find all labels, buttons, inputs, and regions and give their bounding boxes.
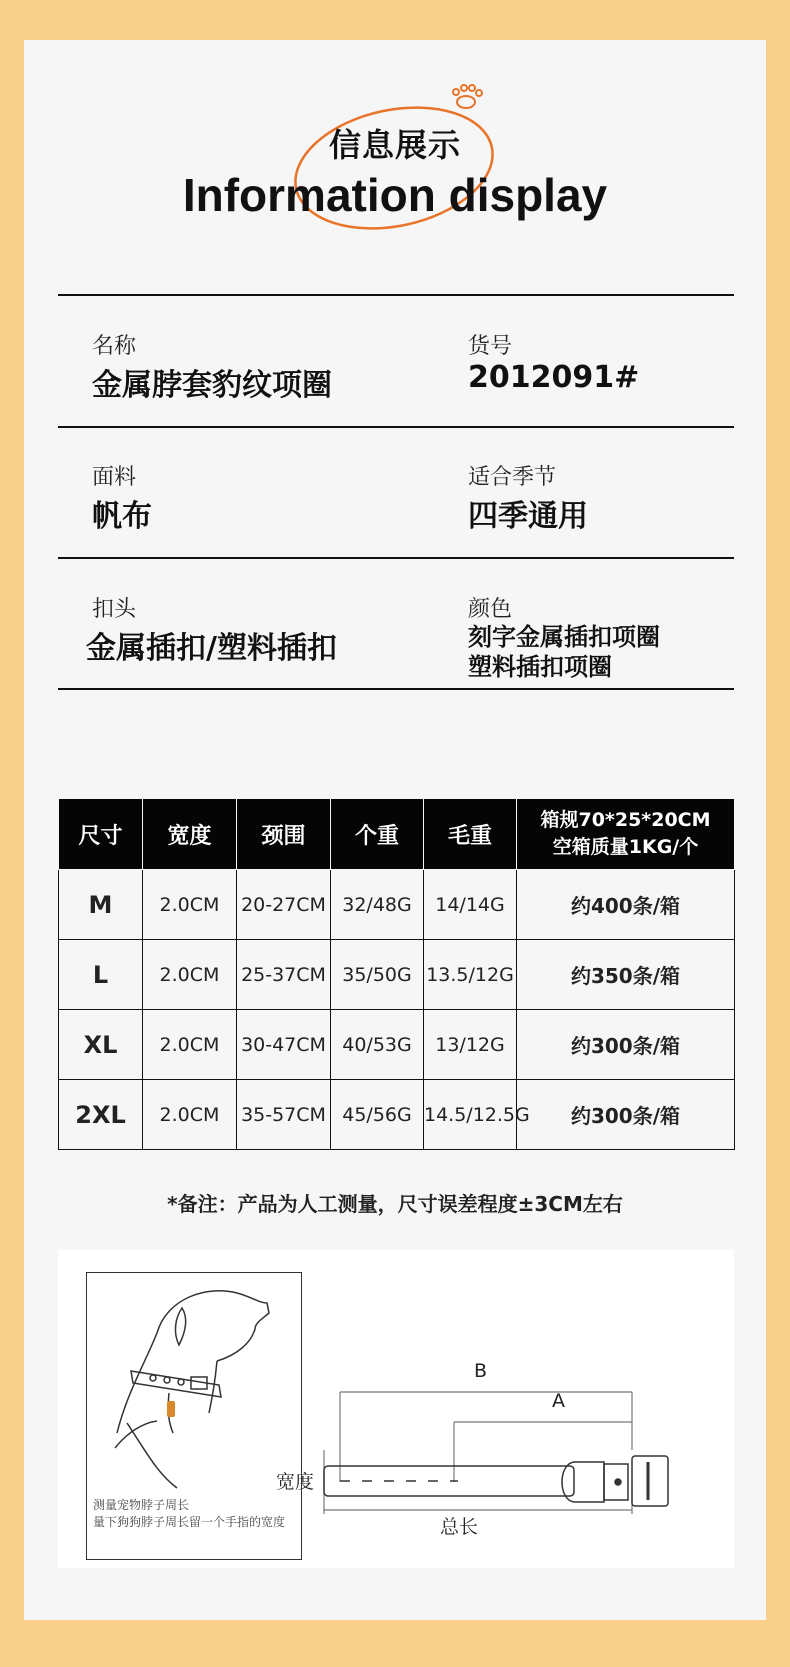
divider: [58, 688, 734, 690]
collar-dimension-diagram: [58, 1250, 734, 1568]
dog-caption-line: 量下狗狗脖子周长留一个手指的宽度: [93, 1515, 286, 1529]
header-size: 尺寸: [59, 799, 143, 870]
header: [24, 40, 766, 260]
cell-gross-weight: 14.5/12.5G: [424, 1080, 517, 1150]
label-b: B: [474, 1360, 488, 1382]
header-box-spec-line: 箱规70*25*20CM: [540, 809, 711, 831]
season-label: 适合季节: [468, 465, 557, 490]
color-value-line: 刻字金属插扣项圈: [468, 623, 660, 651]
color-value: [468, 622, 660, 682]
cell-unit-weight: 32/48G: [331, 870, 424, 940]
fabric-value: 帆布: [92, 499, 152, 534]
info-card: [24, 40, 766, 1620]
cell-neck: 25-37CM: [237, 940, 331, 1010]
cell-box: 约400条/箱: [517, 870, 735, 940]
cell-box: 约300条/箱: [517, 1080, 735, 1150]
cell-box: 约300条/箱: [517, 1010, 735, 1080]
cell-size: XL: [59, 1010, 143, 1080]
cell-gross-weight: 13.5/12G: [424, 940, 517, 1010]
dog-caption-line: 测量宠物脖子周长: [93, 1498, 190, 1512]
name-value: 金属脖套豹纹项圈: [92, 368, 332, 403]
cell-neck: 35-57CM: [237, 1080, 331, 1150]
header-neck: 颈围: [237, 799, 331, 870]
buckle-value: 金属插扣/塑料插扣: [86, 631, 337, 666]
table-header-row: [59, 799, 735, 870]
divider: [58, 294, 734, 296]
item-no-label: 货号: [468, 334, 513, 359]
cell-width: 2.0CM: [143, 1010, 237, 1080]
season-value: 四季通用: [468, 499, 588, 534]
cell-gross-weight: 14/14G: [424, 870, 517, 940]
color-value-line: 塑料插扣项圈: [468, 653, 612, 681]
table-row: [59, 1010, 735, 1080]
name-label: 名称: [92, 334, 137, 359]
cell-size: L: [59, 940, 143, 1010]
table-row: [59, 940, 735, 1010]
cell-size: M: [59, 870, 143, 940]
header-gross-weight: 毛重: [424, 799, 517, 870]
title-english: Information display: [182, 169, 608, 221]
cell-size: 2XL: [59, 1080, 143, 1150]
label-width: 宽度: [276, 1471, 315, 1493]
cell-unit-weight: 45/56G: [331, 1080, 424, 1150]
header-unit-weight: 个重: [331, 799, 424, 870]
size-table: [58, 798, 735, 1150]
cell-width: 2.0CM: [143, 1080, 237, 1150]
measurement-note: *备注：产品为人工测量，尺寸误差程度±3CM左右: [167, 1192, 623, 1216]
label-a: A: [552, 1390, 565, 1412]
buckle-label: 扣头: [92, 597, 137, 622]
cell-neck: 20-27CM: [237, 870, 331, 940]
cell-box: 约350条/箱: [517, 940, 735, 1010]
collar-strap: [324, 1456, 668, 1506]
table-row: [59, 1080, 735, 1150]
label-total-length: 总长: [440, 1516, 479, 1538]
fabric-label: 面料: [92, 465, 137, 490]
table-row: [59, 870, 735, 940]
cell-width: 2.0CM: [143, 870, 237, 940]
paw-icon: [453, 85, 482, 108]
header-box-spec-line: 空箱质量1KG/个: [552, 836, 699, 858]
cell-neck: 30-47CM: [237, 1010, 331, 1080]
header-width: 宽度: [143, 799, 237, 870]
divider: [58, 557, 734, 559]
header-box-spec: [517, 799, 735, 870]
item-no-value: 2012091#: [468, 360, 640, 395]
cell-unit-weight: 35/50G: [331, 940, 424, 1010]
cell-width: 2.0CM: [143, 940, 237, 1010]
measurement-diagram: [58, 1250, 734, 1568]
color-label: 颜色: [468, 597, 513, 622]
title-chinese: 信息展示: [328, 126, 461, 164]
cell-unit-weight: 40/53G: [331, 1010, 424, 1080]
cell-gross-weight: 13/12G: [424, 1010, 517, 1080]
divider: [58, 426, 734, 428]
